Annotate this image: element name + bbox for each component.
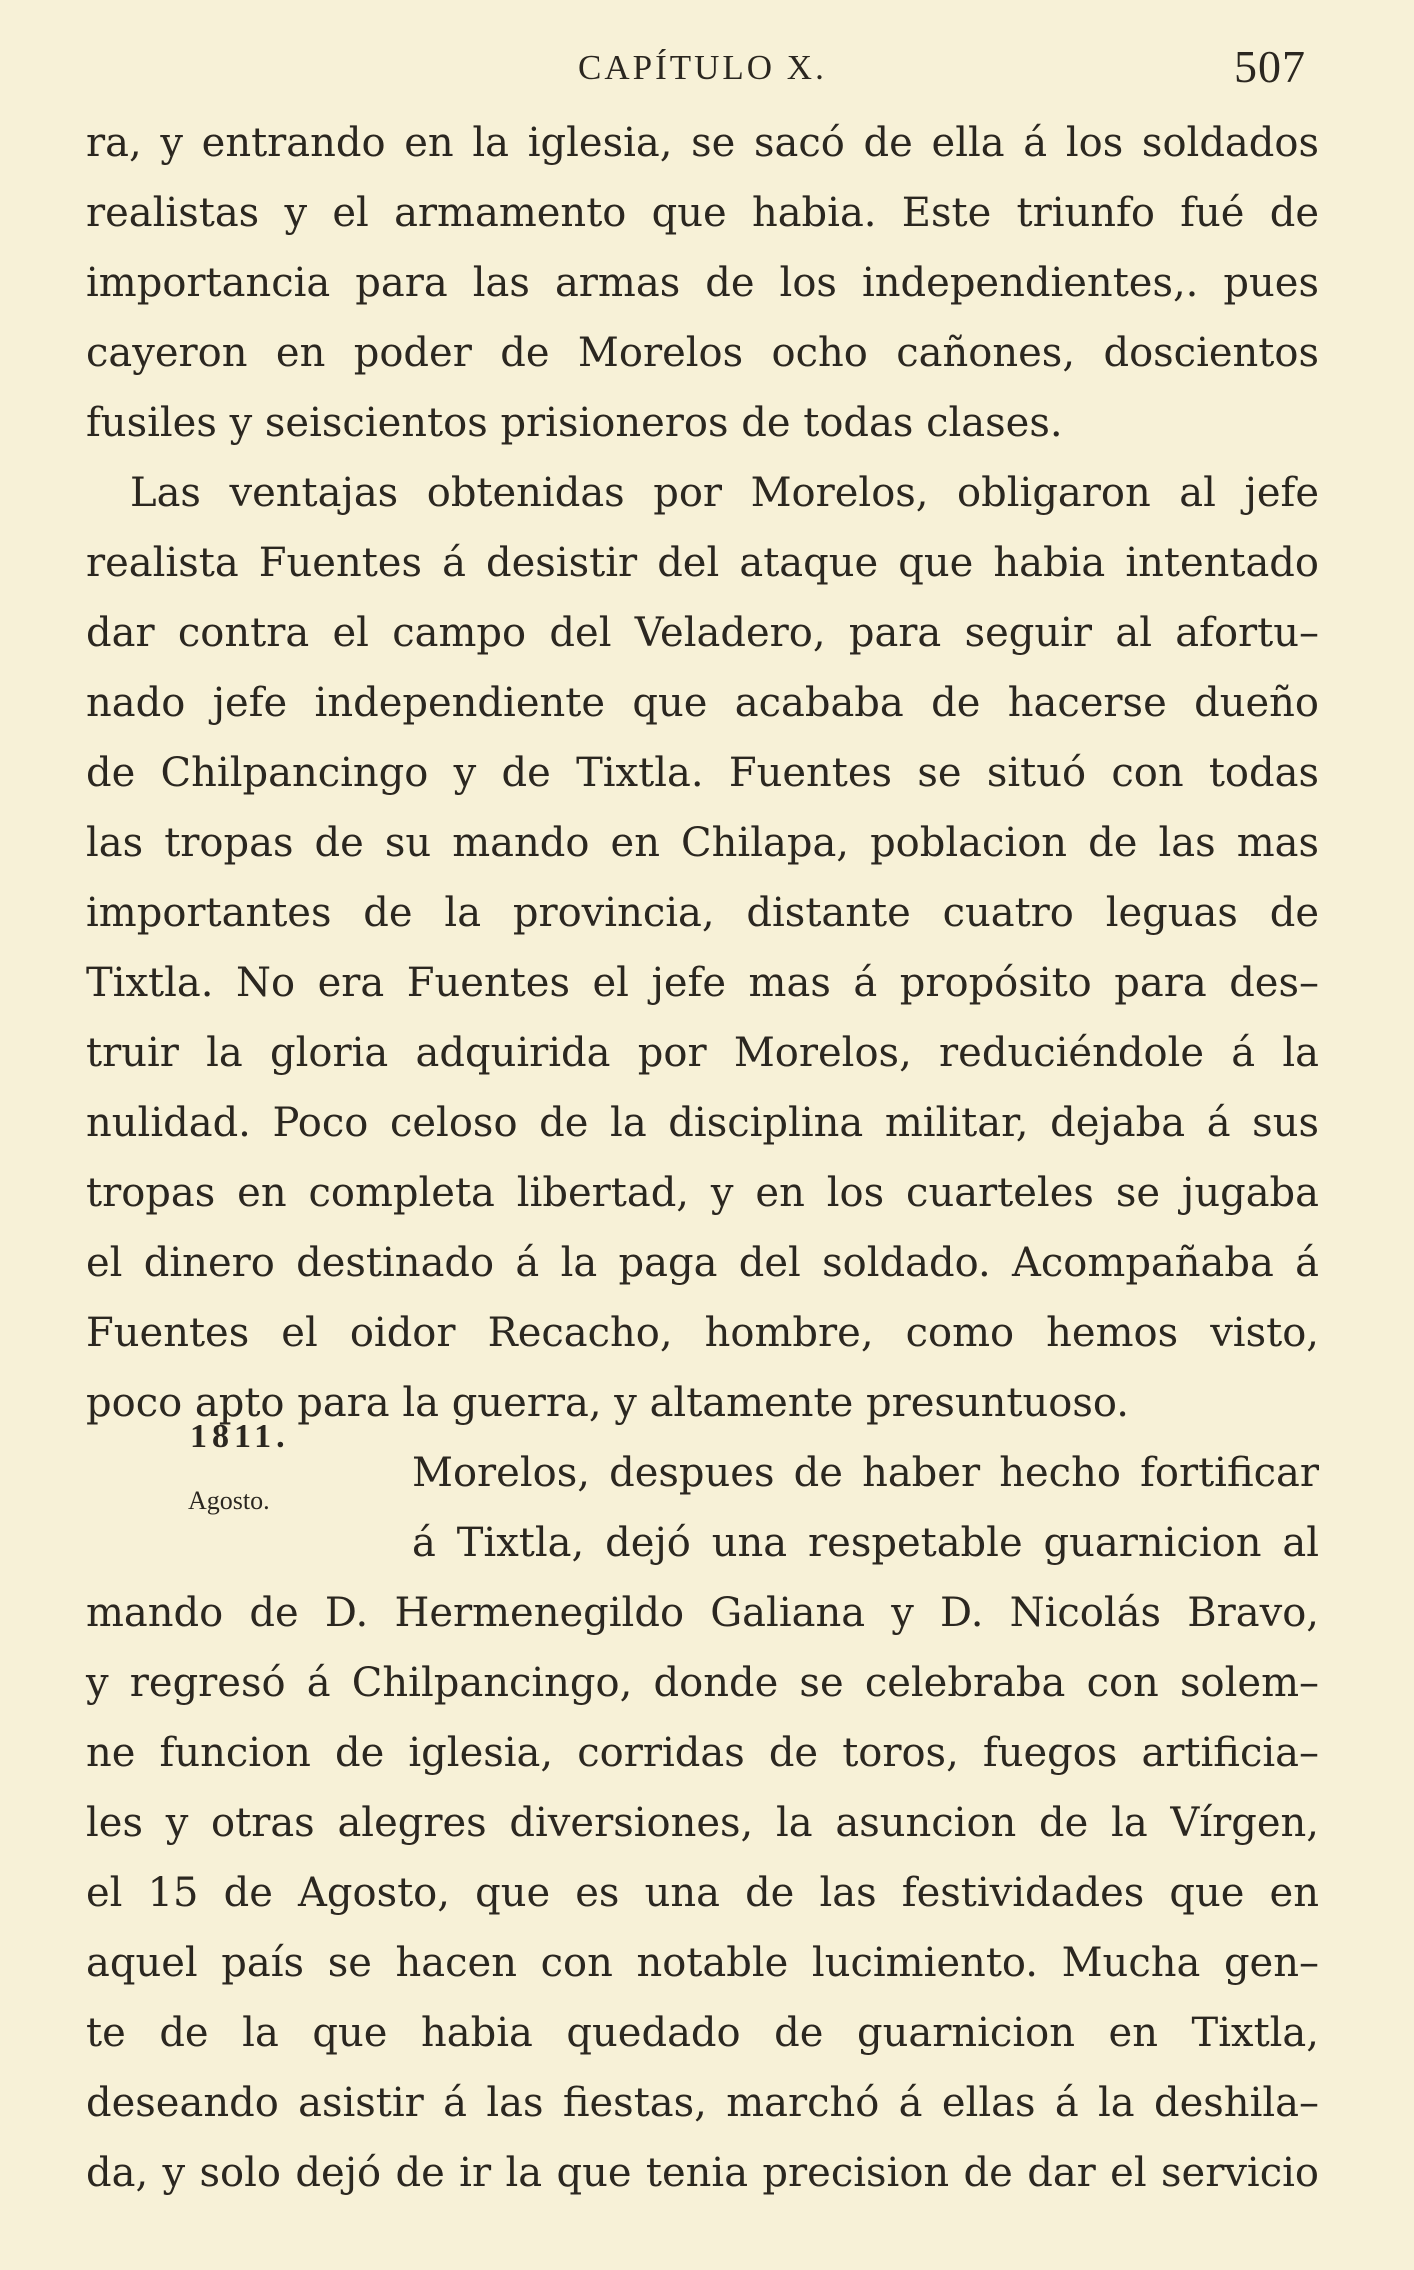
- running-head: [0, 40, 1414, 100]
- text-line: realista Fuentes á desistir del ataque que habia intentado: [86, 540, 1319, 586]
- margin-note-month: Agosto.: [188, 1486, 270, 1515]
- text-line: fusiles y seiscientos prisioneros de todas clases.: [86, 400, 1063, 446]
- page-number: 507: [1234, 41, 1306, 92]
- text-line: el dinero destinado á la paga del soldado. Acompañaba á: [86, 1240, 1319, 1286]
- margin-note-year: 1811.: [190, 1418, 290, 1455]
- text-line: realistas y el armamento que habia. Este triunfo fué de: [86, 190, 1319, 236]
- text-line: nado jefe independiente que acababa de hacerse dueño: [86, 680, 1319, 726]
- text-line: Morelos, despues de haber hecho fortificar: [412, 1450, 1319, 1496]
- text-line: Tixtla. No era Fuentes el jefe mas á propósito para des–: [86, 960, 1319, 1006]
- text-line: ra, y entrando en la iglesia, se sacó de ella á los soldados: [86, 120, 1319, 166]
- text-line: tropas en completa libertad, y en los cuarteles se jugaba: [86, 1170, 1319, 1216]
- text-line: les y otras alegres diversiones, la asuncion de la Vírgen,: [86, 1800, 1319, 1846]
- text-line: poco apto para la guerra, y altamente presuntuoso.: [86, 1380, 1129, 1426]
- text-line: te de la que habia quedado de guarnicion en Tixtla,: [86, 2010, 1319, 2056]
- text-line: nulidad. Poco celoso de la disciplina militar, dejaba á sus: [86, 1100, 1319, 1146]
- text-line: da, y solo dejó de ir la que tenia precision de dar el servicio: [86, 2150, 1319, 2196]
- text-line: dar contra el campo del Veladero, para seguir al afortu–: [86, 610, 1319, 656]
- text-line: aquel país se hacen con notable lucimiento. Mucha gen–: [86, 1940, 1319, 1986]
- text-line: de Chilpancingo y de Tixtla. Fuentes se situó con todas: [86, 750, 1319, 796]
- text-line: truir la gloria adquirida por Morelos, reduciéndole á la: [86, 1030, 1319, 1076]
- text-line: ne funcion de iglesia, corridas de toros, fuegos artificia–: [86, 1730, 1319, 1776]
- text-line: cayeron en poder de Morelos ocho cañones, doscientos: [86, 330, 1319, 376]
- text-line: las tropas de su mando en Chilapa, poblacion de las mas: [86, 820, 1319, 866]
- text-line: mando de D. Hermenegildo Galiana y D. Nicolás Bravo,: [86, 1590, 1319, 1636]
- text-line: Fuentes el oidor Recacho, hombre, como hemos visto,: [86, 1310, 1319, 1356]
- text-line: á Tixtla, dejó una respetable guarnicion al: [412, 1520, 1319, 1566]
- text-line: importancia para las armas de los independientes,. pues: [86, 260, 1319, 306]
- chapter-title: CAPÍTULO X.: [578, 48, 827, 87]
- text-line: y regresó á Chilpancingo, donde se celebraba con solem–: [86, 1660, 1319, 1706]
- text-line: importantes de la provincia, distante cuatro leguas de: [86, 890, 1319, 936]
- text-line: el 15 de Agosto, que es una de las festividades que en: [86, 1870, 1319, 1916]
- text-line: deseando asistir á las fiestas, marchó á ellas á la deshila–: [86, 2080, 1319, 2126]
- text-line: Las ventajas obtenidas por Morelos, obligaron al jefe: [130, 470, 1319, 516]
